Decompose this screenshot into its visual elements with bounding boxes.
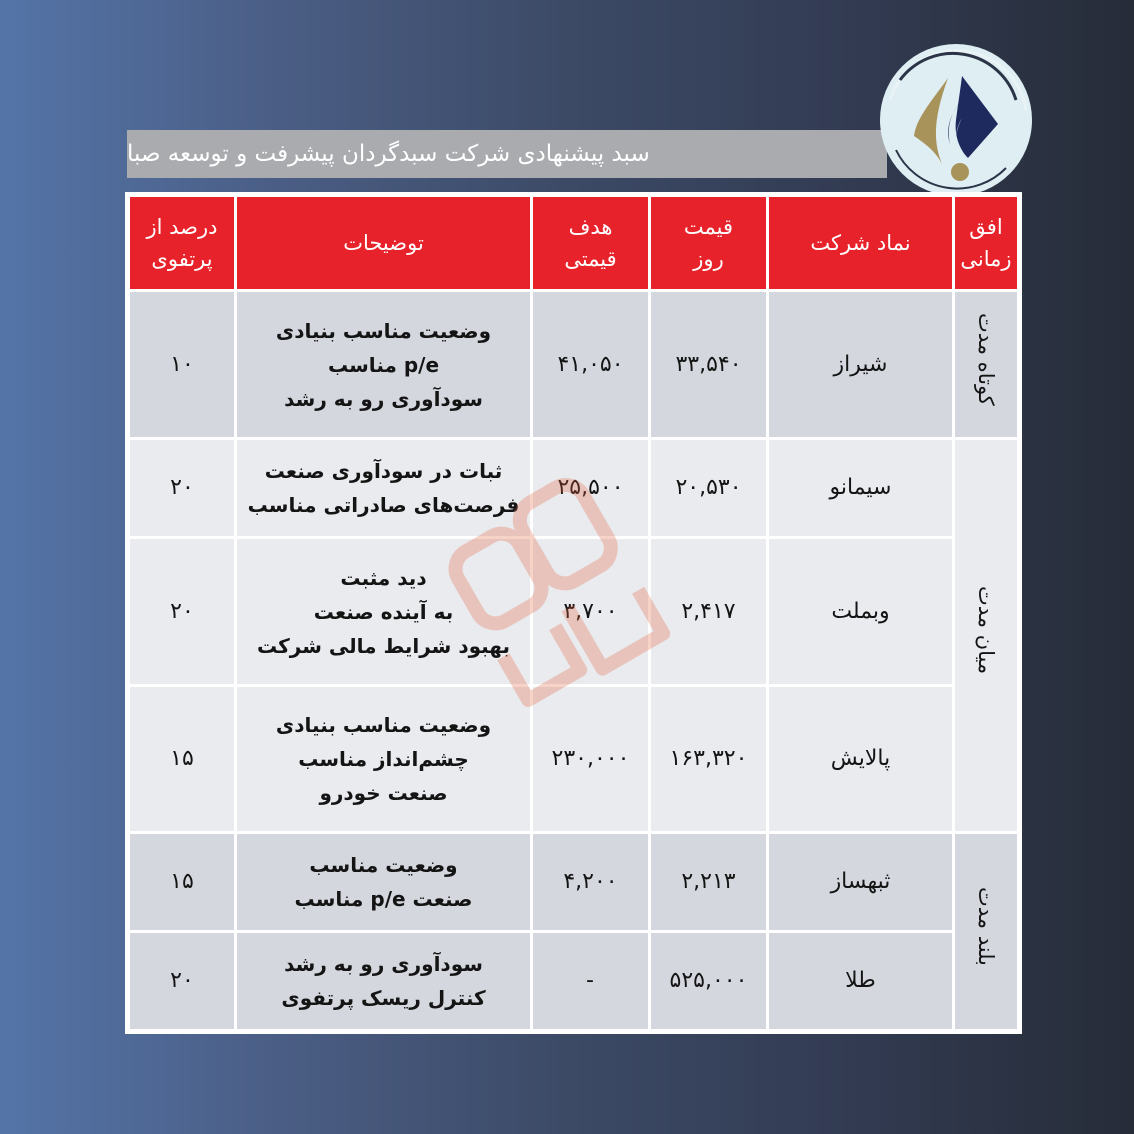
price-cell: ۲۰,۵۳۰ <box>651 440 766 536</box>
header-desc: توضیحات <box>237 197 530 289</box>
horizon-mid-label: میان مدت <box>974 586 998 675</box>
header-horizon-line2: زمانی <box>960 247 1012 271</box>
pct-cell: ۲۰ <box>130 539 234 683</box>
desc-line: سودآوری رو به رشد <box>284 386 483 411</box>
price-cell: ۲,۲۱۳ <box>651 834 766 930</box>
desc-line: کنترل ریسک پرتفوی <box>281 985 486 1010</box>
desc-line: فرصت‌های صادراتی مناسب <box>247 493 520 518</box>
table-row <box>130 687 1017 831</box>
symbol-cell: شیراز <box>769 292 952 437</box>
symbol-cell: وبملت <box>769 539 952 683</box>
header-target-line2: قیمتی <box>564 247 617 271</box>
horizon-long-cell <box>955 834 1017 1029</box>
desc-line: وضعیت مناسب بنیادی <box>275 712 492 737</box>
desc-line: p/e مناسب <box>327 352 440 377</box>
header-horizon-line1: افق <box>969 215 1003 239</box>
table-row <box>130 933 1017 1029</box>
table-row <box>130 292 1017 437</box>
desc-cell <box>237 539 530 683</box>
header-price-line2: روز <box>693 247 724 271</box>
desc-line: سودآوری رو به رشد <box>284 951 483 976</box>
desc-cell <box>237 834 530 930</box>
desc-cell <box>237 687 530 831</box>
pct-cell: ۲۰ <box>130 440 234 536</box>
target-cell: - <box>533 933 648 1029</box>
symbol-cell: سیمانو <box>769 440 952 536</box>
desc-cell <box>237 933 530 1029</box>
desc-cell <box>237 292 530 437</box>
target-cell: ۲۳۰,۰۰۰ <box>533 687 648 831</box>
symbol-cell: ثبهساز <box>769 834 952 930</box>
desc-line: وضعیت مناسب <box>309 852 458 877</box>
desc-line: ثبات در سودآوری صنعت <box>264 459 503 484</box>
table-row <box>130 834 1017 930</box>
target-cell: ۲۵,۵۰۰ <box>533 440 648 536</box>
table-row <box>130 440 1017 536</box>
header-price <box>651 197 766 289</box>
target-cell: ۴۱,۰۵۰ <box>533 292 648 437</box>
desc-line: صنعت p/e مناسب <box>294 886 473 911</box>
horizon-short-cell <box>955 292 1017 437</box>
horizon-mid-cell <box>955 440 1017 830</box>
header-pct <box>130 197 234 289</box>
horizon-short-label: کوتاه مدت <box>974 313 998 407</box>
symbol-cell: طلا <box>769 933 952 1029</box>
header-target-line1: هدف <box>568 215 613 239</box>
portfolio-table <box>125 192 1022 1034</box>
symbol-cell: پالایش <box>769 687 952 831</box>
table-row <box>130 539 1017 683</box>
desc-line: بهبود شرایط مالی شرکت <box>256 633 510 658</box>
price-cell: ۳۳,۵۴۰ <box>651 292 766 437</box>
price-cell: ۱۶۳,۳۲۰ <box>651 687 766 831</box>
table-header-row <box>130 197 1017 289</box>
desc-line: صنعت خودرو <box>319 780 448 805</box>
pct-cell: ۱۵ <box>130 834 234 930</box>
desc-cell <box>237 440 530 536</box>
target-cell: ۴,۲۰۰ <box>533 834 648 930</box>
target-cell: ۳,۷۰۰ <box>533 539 648 683</box>
title-bar <box>127 130 887 178</box>
price-cell: ۲,۴۱۷ <box>651 539 766 683</box>
header-symbol: نماد شرکت <box>769 197 952 289</box>
pct-cell: ۱۵ <box>130 687 234 831</box>
desc-line: چشم‌انداز مناسب <box>298 746 469 771</box>
desc-line: وضعیت مناسب بنیادی <box>275 318 492 343</box>
pct-cell: ۲۰ <box>130 933 234 1029</box>
pct-cell: ۱۰ <box>130 292 234 437</box>
flame-diamond-logo-icon <box>876 40 1036 200</box>
desc-line: دید مثبت <box>340 565 427 590</box>
header-pct-line1: درصد از <box>146 215 218 239</box>
price-cell: ۵۲۵,۰۰۰ <box>651 933 766 1029</box>
desc-line: به آینده صنعت <box>313 599 454 624</box>
header-price-line1: قیمت <box>683 215 734 239</box>
page-title: سبد پیشنهادی شرکت سبدگردان پیشرفت و توسعه صبا <box>127 141 650 167</box>
header-horizon <box>955 197 1017 289</box>
horizon-long-label: بلند مدت <box>974 886 998 966</box>
header-pct-line2: پرتفوی <box>151 247 213 271</box>
header-target <box>533 197 648 289</box>
